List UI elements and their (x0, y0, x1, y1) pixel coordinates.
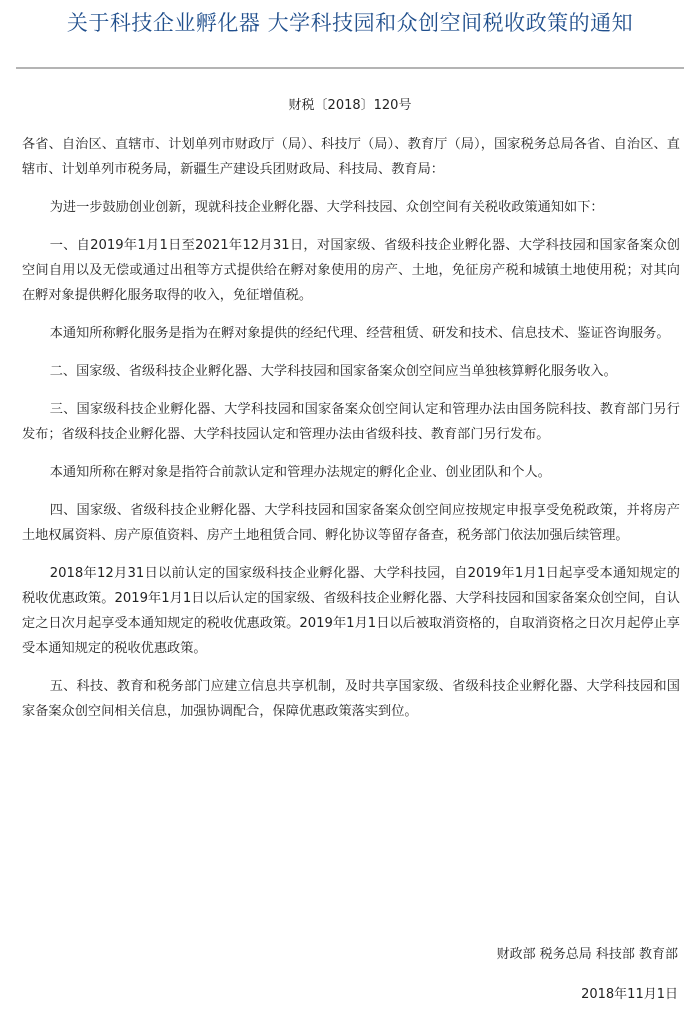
paragraph-intro: 为进一步鼓励创业创新，现就科技企业孵化器、大学科技园、众创空间有关税收政策通知如下： (49, 200, 604, 215)
addressees: 各省、自治区、直辖市、计划单列市财政厅（局）、科技厅（局）、教育厅（局），国家税务总局各省、自治区、直辖市、计划单列市税务局，新疆生产建设兵团财政局、科技局、教育局： (22, 137, 680, 177)
title-divider (16, 67, 684, 69)
issue-date: 2018年11月1日 (581, 987, 678, 1002)
document-number: 财税〔2018〕120号 (288, 98, 412, 113)
document-body (22, 132, 680, 737)
paragraph-effective-dates: 2018年12月31日以前认定的国家级科技企业孵化器、大学科技园，自2019年1月1日起享受本通知规定的税收优惠政策。2019年1月1日以后认定的国家级、省级科技企业孵化器、大学科技园和国家备案众创空间，自认定之日次月起享受本通知规定的税收优惠政策。2019年1月1日以后被取消资格的，自取消资格之日次月起停止享受本通知规定的税收优惠政策。 (22, 566, 680, 656)
signatories: 财政部 税务总局 科技部 教育部 (496, 947, 678, 962)
page-title: 关于科技企业孵化器 大学科技园和众创空间税收政策的通知 (66, 11, 634, 35)
paragraph-article-3: 三、国家级科技企业孵化器、大学科技园和国家备案众创空间认定和管理办法由国务院科技、教育部门另行发布；省级科技企业孵化器、大学科技园认定和管理办法由省级科技、教育部门另行发布。 (22, 402, 680, 442)
paragraph-article-5: 五、科技、教育和税务部门应建立信息共享机制，及时共享国家级、省级科技企业孵化器、大学科技园和国家备案众创空间相关信息，加强协调配合，保障优惠政策落实到位。 (22, 679, 680, 719)
paragraph-incubation-service-definition: 本通知所称孵化服务是指为在孵对象提供的经纪代理、经营租赁、研发和技术、信息技术、鉴证咨询服务。 (49, 326, 670, 341)
paragraph-article-4: 四、国家级、省级科技企业孵化器、大学科技园和国家备案众创空间应按规定申报享受免税政策，并将房产土地权属资料、房产原值资料、房产土地租赁合同、孵化协议等留存备查，税务部门依法加强后续管理。 (22, 503, 680, 543)
paragraph-article-2: 二、国家级、省级科技企业孵化器、大学科技园和国家备案众创空间应当单独核算孵化服务收入。 (49, 364, 617, 379)
paragraph-article-1: 一、自2019年1月1日至2021年12月31日，对国家级、省级科技企业孵化器、大学科技园和国家备案众创空间自用以及无偿或通过出租等方式提供给在孵对象使用的房产、土地，免征房产税和城镇土地使用税；对其向在孵对象提供孵化服务取得的收入，免征增值税。 (22, 238, 680, 303)
paragraph-incubatee-definition: 本通知所称在孵对象是指符合前款认定和管理办法规定的孵化企业、创业团队和个人。 (49, 465, 551, 480)
